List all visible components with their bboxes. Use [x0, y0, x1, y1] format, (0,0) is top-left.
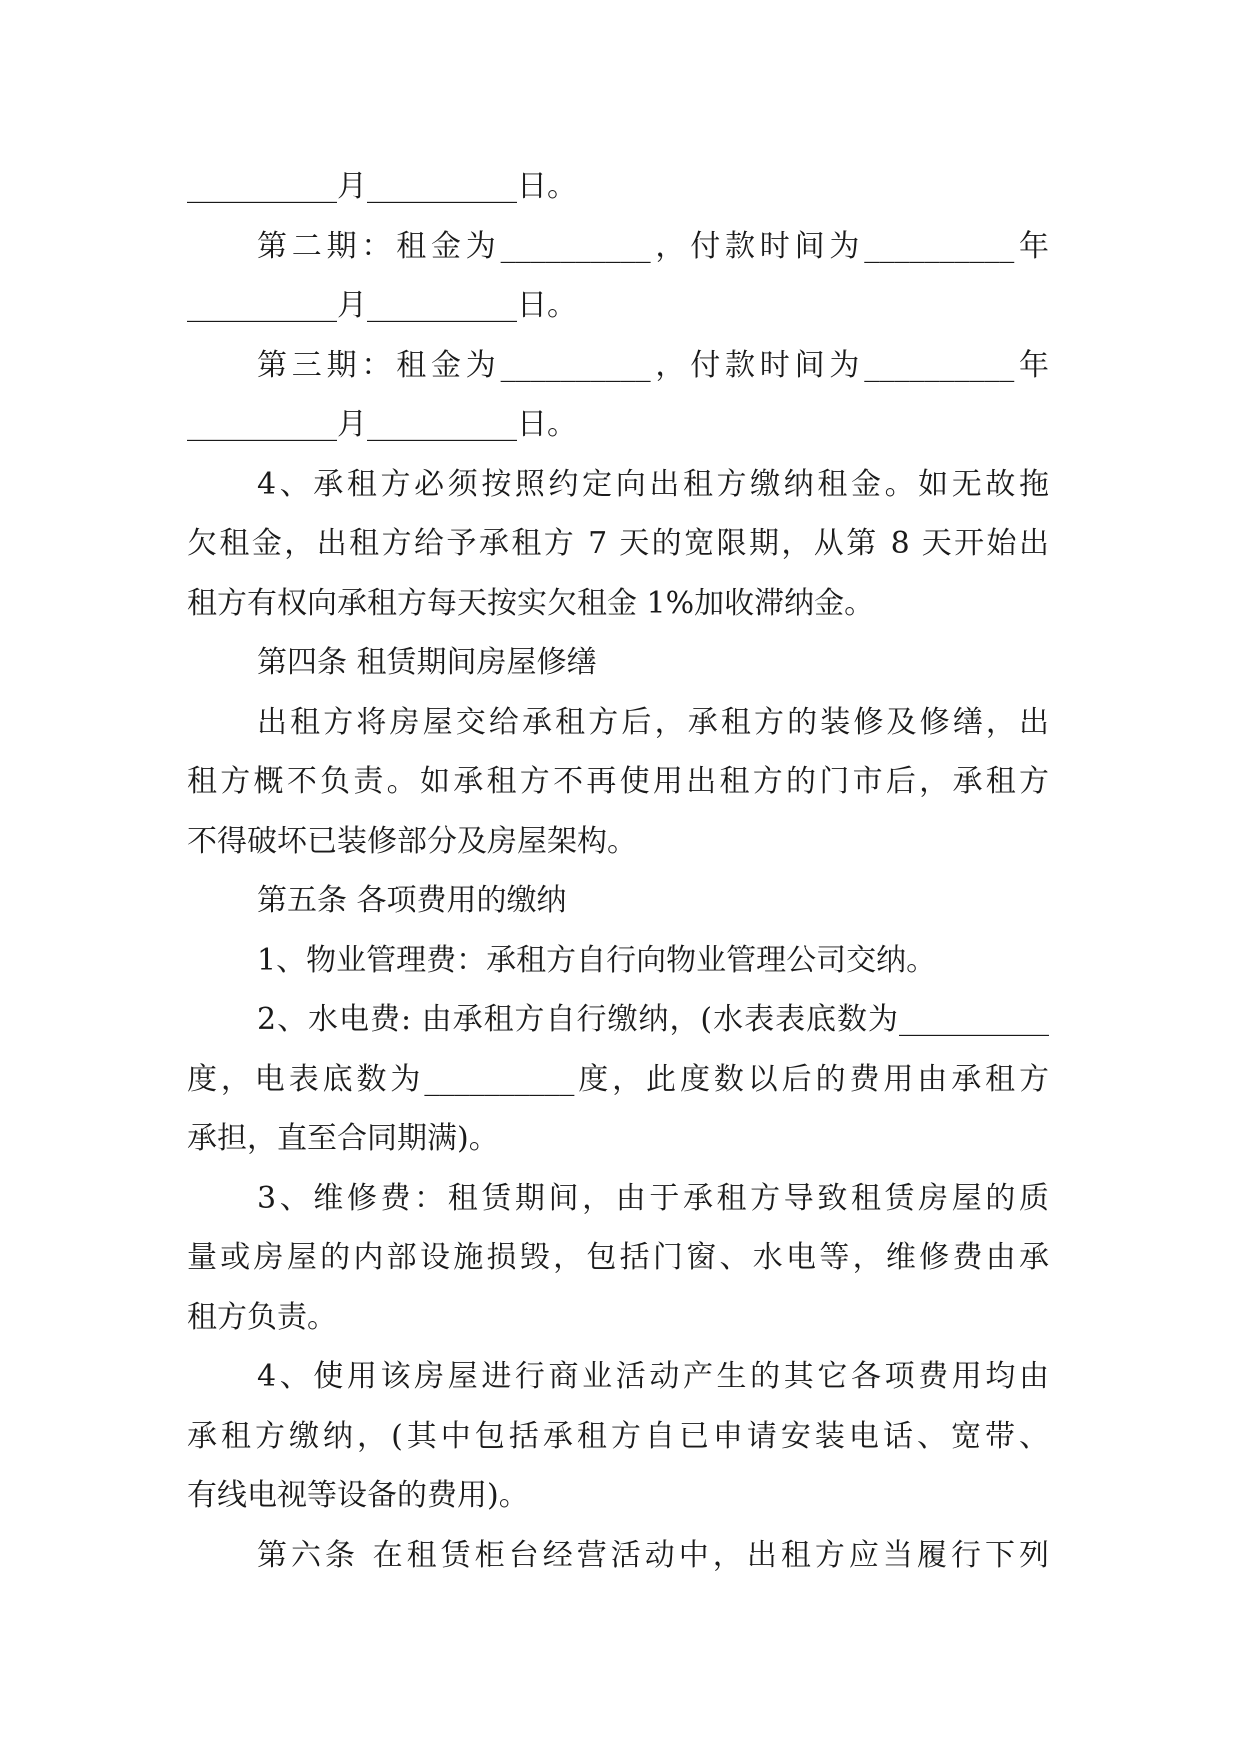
text-line: __________月__________日。	[187, 169, 577, 204]
section-heading: 第五条 各项费用的缴纳	[257, 883, 567, 918]
document-page	[187, 157, 1049, 1585]
text-line: 出租方将房屋交给承租方后，承租方的装修及修缮，出	[257, 704, 1049, 740]
text-line: 租方概不负责。如承租方不再使用出租方的门市后，承租方	[187, 764, 1049, 799]
text-line: 量或房屋的内部设施损毁，包括门窗、水电等，维修费由承	[187, 1240, 1049, 1275]
text-line: 度，电表底数为__________度，此度数以后的费用由承租方	[187, 1061, 1049, 1097]
text-line: 不得破坏已装修部分及房屋架构。	[187, 823, 637, 859]
text-line: __________月__________日。	[187, 288, 577, 323]
text-line: 4、承租方必须按照约定向出租方缴纳租金。如无故拖	[257, 466, 1049, 502]
text-line: 3、维修费：租赁期间，由于承租方导致租赁房屋的质	[257, 1180, 1049, 1216]
text-line: 有线电视等设备的费用)。	[187, 1478, 529, 1513]
text-line: 2、水电费: 由承租方自行缴纳，(水表表底数为__________	[257, 1002, 1049, 1037]
text-line: 1、物业管理费：承租方自行向物业管理公司交纳。	[257, 942, 937, 978]
text-line: 租方负责。	[187, 1299, 337, 1335]
text-line: 第三期：租金为__________，付款时间为__________年	[257, 347, 1049, 383]
text-line: 第二期：租金为__________，付款时间为__________年	[257, 228, 1049, 264]
section-heading: 第六条 在租赁柜台经营活动中，出租方应当履行下列	[257, 1537, 1049, 1573]
text-line: 承租方缴纳，(其中包括承租方自已申请安装电话、宽带、	[187, 1418, 1049, 1454]
section-heading: 第四条 租赁期间房屋修缮	[257, 645, 597, 680]
text-line: 承担，直至合同期满)。	[187, 1121, 499, 1156]
text-line: __________月__________日。	[187, 407, 577, 442]
text-line: 欠租金，出租方给予承租方 7 天的宽限期，从第 8 天开始出	[187, 526, 1049, 561]
text-line: 租方有权向承租方每天按实欠租金 1%加收滞纳金。	[187, 585, 875, 621]
text-line: 4、使用该房屋进行商业活动产生的其它各项费用均由	[257, 1359, 1049, 1394]
